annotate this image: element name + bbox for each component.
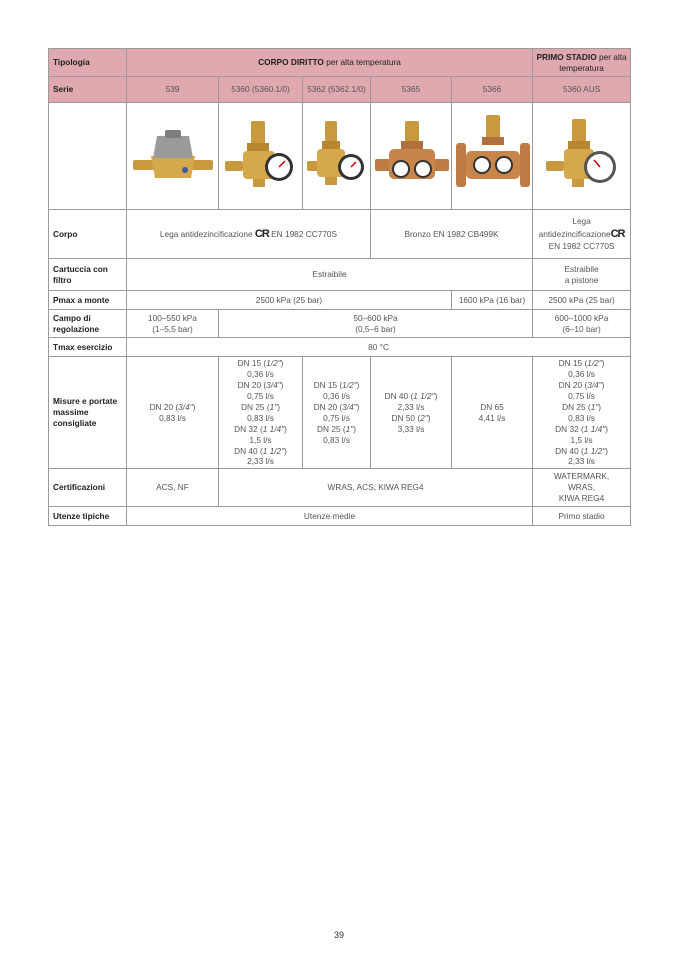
row-utenze: [49, 507, 631, 526]
row-tmax: [49, 338, 631, 357]
serie-5360: 5360 (5360.1/0): [219, 77, 303, 103]
size-line: DN 25 (1"): [241, 401, 280, 412]
campo-main-kpa: 50–600 kPa: [353, 312, 398, 323]
flow-rate: 1,5 l/s: [570, 434, 593, 445]
campo-main-bar: (0,5–6 bar): [355, 323, 396, 334]
flow-rate: 3,33 l/s: [397, 423, 425, 434]
cartuccia-primo: [533, 259, 631, 291]
inch-size: 2": [420, 412, 428, 423]
flow-rate: 2,33 l/s: [247, 456, 274, 467]
image-cell-5362: [303, 103, 371, 210]
serie-539: 539: [127, 77, 219, 103]
group-corpo-diritto: [127, 49, 533, 77]
misure-539: [127, 357, 219, 469]
flow-rate: 2,33 l/s: [568, 456, 595, 467]
dn-size: DN 40: [234, 445, 258, 456]
corpo-label: Corpo: [49, 210, 127, 259]
row-pmax: [49, 291, 631, 310]
dn-size: DN 20: [237, 379, 262, 390]
flow-rate: 0,36 l/s: [568, 368, 595, 379]
size-line: DN 20 (3/4"): [558, 379, 605, 390]
row-certificazioni: [49, 469, 631, 507]
corpo-alloy-primo: [533, 210, 631, 259]
dn-size: DN 20: [313, 401, 338, 412]
inch-size: 1": [345, 423, 354, 434]
serie-label: Serie: [49, 77, 127, 103]
inch-size: 1/2": [342, 379, 357, 390]
image-cell-5360: [219, 103, 303, 210]
image-cell-5365: [371, 103, 452, 210]
flow-rate: 0,36 l/s: [247, 368, 274, 379]
misure-5366: [452, 357, 533, 469]
flow-rate: 0,83 l/s: [323, 434, 350, 445]
row-corpo: [49, 210, 631, 259]
flow-rate: 0,36 l/s: [323, 390, 350, 401]
inch-size: 1/2": [587, 358, 602, 368]
cr-mark-icon: CR: [610, 227, 625, 240]
misure-5362: [303, 357, 371, 469]
page-number: 39: [333, 930, 344, 940]
certificazioni-primo: [533, 469, 631, 507]
size-line: [454, 402, 530, 413]
pressure-reducer-5366-image: [454, 113, 532, 199]
group-primo-stadio: [533, 49, 631, 77]
inch-size: 1 1/2": [413, 390, 435, 401]
campo-539: [127, 310, 219, 338]
serie-5360-aus: 5360 AUS: [533, 77, 631, 103]
size-line: DN 20 (3/4"): [149, 401, 196, 412]
pressure-reducer-5360-image: [221, 117, 301, 195]
size-line: DN 32 (1 1/4"): [234, 423, 287, 434]
row-tipologia: [49, 49, 631, 77]
size-line: DN 20 (3/4"): [313, 401, 360, 412]
dn-size: DN 65: [480, 401, 504, 412]
dn-size: DN 20: [149, 401, 174, 412]
cert-primo-1: WATERMARK,: [553, 471, 610, 482]
campo-primo-bar: (6–10 bar): [562, 323, 601, 334]
dn-size: DN 50: [391, 412, 416, 423]
misure-5365: [371, 357, 452, 469]
flow-rate: 0,83 l/s: [247, 412, 274, 423]
flow-rate: 0,75 l/s: [247, 390, 274, 401]
corpo-bronze: Bronzo EN 1982 CB499K: [371, 210, 533, 259]
dn-size: DN 32: [555, 423, 579, 434]
dn-size: DN 40: [555, 445, 579, 456]
campo-label: Campo di regolazione: [49, 310, 127, 338]
utenze-label: Utenze tipiche: [49, 507, 127, 526]
corpo-alloy: [127, 210, 371, 259]
size-line: DN 40 (1 1/2"): [555, 445, 608, 456]
misure-label: Misure e portate massime consigliate: [49, 357, 127, 469]
pmax-value-c: 2500 kPa (25 bar): [533, 291, 631, 310]
campo-539-kpa: 100–550 kPa: [148, 312, 197, 323]
pmax-label: Pmax a monte: [49, 291, 127, 310]
inch-size: 1 1/4": [583, 423, 606, 434]
group2-bold: PRIMO STADIO: [536, 51, 597, 62]
dn-size: DN 15: [313, 379, 338, 390]
campo-primo-kpa: 600–1000 kPa: [554, 312, 609, 323]
flow-rate: 0,83 l/s: [568, 412, 595, 423]
pressure-reducer-5365-image: [373, 117, 451, 195]
group1-rest: per alta temperatura: [326, 57, 401, 68]
cr-mark-icon: CR: [254, 227, 269, 240]
size-line: DN 25 (1"): [562, 401, 602, 412]
dn-size: DN 15: [237, 358, 262, 368]
campo-539-bar: (1–5,5 bar): [152, 323, 193, 334]
size-line: DN 32 (1 1/4"): [555, 423, 608, 434]
corpo-alloy-norm: EN 1982 CC770S: [271, 228, 338, 239]
inch-size: 3/4": [587, 379, 602, 390]
inch-size: 3/4": [342, 401, 357, 412]
image-cell-539: [127, 103, 219, 210]
inch-size: 1": [269, 401, 278, 412]
image-label-empty: [49, 103, 127, 210]
tipologia-label: Tipologia: [49, 49, 127, 77]
flow-rate: 1,5 l/s: [249, 434, 272, 445]
row-cartuccia: [49, 259, 631, 291]
pressure-reducer-539-image: [129, 126, 217, 186]
pressure-reducer-5360-aus-image: [542, 115, 622, 197]
dn-size: DN 40: [384, 390, 409, 401]
row-campo: [49, 310, 631, 338]
size-line: DN 40 (1 1/2"): [384, 390, 438, 401]
group2-rest: per alta temperatura: [559, 51, 627, 73]
flow-rate: 0,83 l/s: [159, 412, 186, 423]
dn-size: DN 20: [558, 379, 583, 390]
size-line: DN 15 (1/2"): [313, 379, 360, 390]
size-line: DN 15 (1/2"): [558, 358, 605, 368]
tmax-label: Tmax esercizio: [49, 338, 127, 357]
inch-size: 3/4": [266, 379, 281, 390]
image-cell-5366: [452, 103, 533, 210]
certificazioni-539: ACS, NF: [127, 469, 219, 507]
corpo-alloy-primo-text: Lega antidezincificazione: [538, 215, 611, 239]
size-line: DN 20 (3/4"): [237, 379, 284, 390]
serie-5365: 5365: [371, 77, 452, 103]
dn-size: DN 25: [562, 401, 586, 412]
cert-primo-2: WRAS,: [567, 482, 596, 493]
cartuccia-value: Estraibile: [127, 259, 533, 291]
campo-primo: [533, 310, 631, 338]
flow-rate: 0,75 l/s: [568, 390, 595, 401]
row-images: [49, 103, 631, 210]
specification-table: [48, 48, 631, 526]
flow-rate: 4,41 l/s: [478, 412, 506, 423]
dn-size: DN 25: [317, 423, 341, 434]
cartuccia-label: Cartuccia con filtro: [49, 259, 127, 291]
certificazioni-label: Certificazioni: [49, 469, 127, 507]
pressure-reducer-5362-image: [305, 117, 369, 195]
size-line: DN 40 (1 1/2"): [234, 445, 287, 456]
tmax-value: 80 °C: [127, 338, 631, 357]
row-misure: [49, 357, 631, 469]
campo-main: [219, 310, 533, 338]
cert-primo-3: KIWA REG4: [558, 493, 605, 504]
certificazioni-main: WRAS, ACS, KIWA REG4: [219, 469, 533, 507]
inch-size: 1 1/4": [262, 423, 285, 434]
corpo-alloy-primo-norm: EN 1982 CC770S: [548, 241, 615, 252]
dn-size: DN 15: [558, 358, 583, 368]
row-serie: [49, 77, 631, 103]
dn-size: DN 25: [241, 401, 265, 412]
utenze-value: Utenze medie: [127, 507, 533, 526]
flow-rate: 0,75 l/s: [323, 412, 350, 423]
pmax-value-a: 2500 kPa (25 bar): [127, 291, 452, 310]
inch-size: 1 1/2": [583, 445, 606, 456]
serie-5366: 5366: [452, 77, 533, 103]
inch-size: 1 1/2": [262, 445, 285, 456]
inch-size: 3/4": [178, 401, 193, 412]
flow-rate: 2,33 l/s: [397, 401, 425, 412]
size-line: DN 25 (1"): [317, 423, 356, 434]
serie-5362: 5362 (5362.1/0): [303, 77, 371, 103]
size-line: DN 50 (2"): [391, 412, 431, 423]
misure-5360: [219, 357, 303, 469]
utenze-primo: Primo stadio: [533, 507, 631, 526]
corpo-alloy-text: Lega antidezincificazione: [159, 228, 253, 239]
cartuccia-primo-line1: Estraibile: [564, 263, 599, 274]
misure-5360-aus: [533, 357, 631, 469]
group1-bold: CORPO DIRITTO: [258, 57, 324, 68]
cartuccia-primo-line2: a pistone: [564, 274, 599, 285]
inch-size: 1/2": [266, 358, 281, 368]
dn-size: DN 32: [234, 423, 258, 434]
inch-size: 1": [590, 401, 599, 412]
size-line: DN 15 (1/2"): [237, 358, 284, 368]
pmax-value-b: 1600 kPa (16 bar): [452, 291, 533, 310]
image-cell-5360-aus: [533, 103, 631, 210]
